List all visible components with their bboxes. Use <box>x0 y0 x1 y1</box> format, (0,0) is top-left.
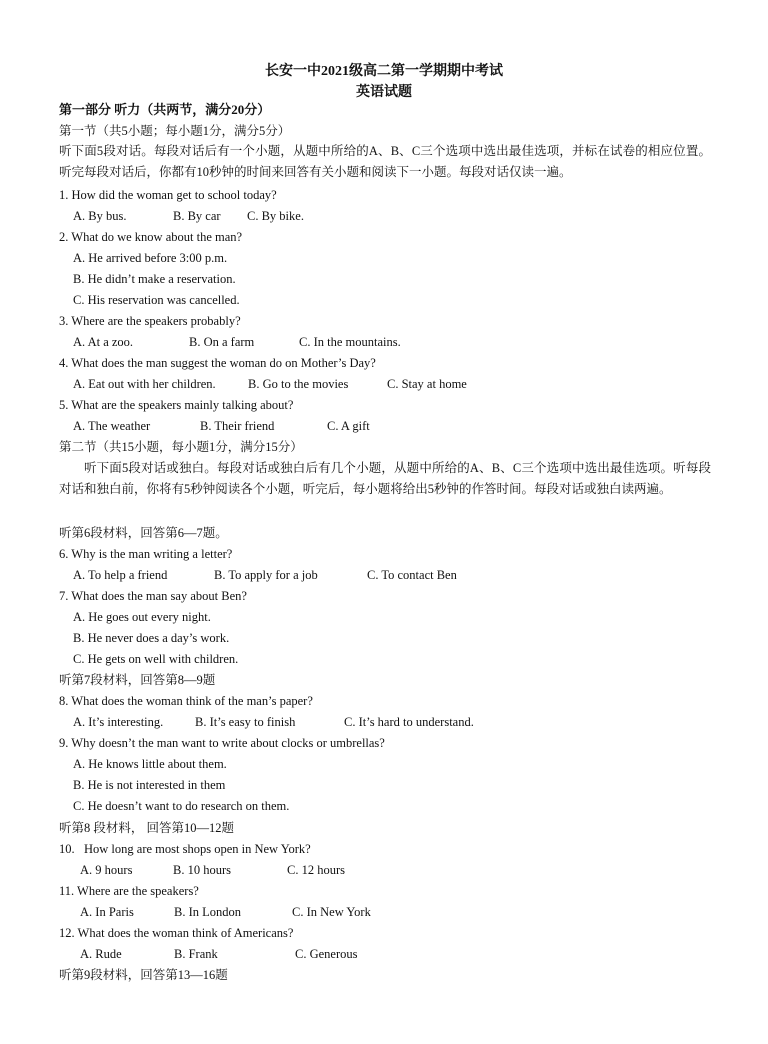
section2-instructions: 听下面5段对话或独白。每段对话或独白后有几个小题，从题中所给的A、B、C三个选项中选出最佳选项。听每段对话和独白前，你将有5秒钟阅读各个小题，听完后，每小题将给出5秒钟的作答时间。每段对话或独白读两遍。 <box>59 461 711 496</box>
q12-option-b: B. Frank <box>174 947 218 961</box>
q5-option-c: C. A gift <box>327 419 370 433</box>
q3-option-c: C. In the mountains. <box>299 335 401 349</box>
exam-title: 长安一中2021级高二第一学期期中考试 <box>265 64 503 79</box>
q6-stem: 6. Why is the man writing a letter? <box>59 547 233 561</box>
q7-option-c: C. He gets on well with children. <box>73 652 239 666</box>
q8-options <box>73 713 474 731</box>
q6-option-a: A. To help a friend <box>73 568 168 582</box>
q9-option-b: B. He is not interested in them <box>73 778 226 792</box>
material-9-note: 听第9段材料，回答第13—16题 <box>59 968 228 982</box>
q9-option-a: A. He knows little about them. <box>73 757 227 771</box>
q12-options <box>80 945 358 963</box>
q8-option-c: C. It’s hard to understand. <box>344 715 474 729</box>
material-7-note: 听第7段材料，回答第8—9题 <box>59 673 216 687</box>
q3-option-b: B. On a farm <box>189 335 255 349</box>
q2-option-a: A. He arrived before 3:00 p.m. <box>73 251 228 265</box>
q7-option-a: A. He goes out every night. <box>73 610 211 624</box>
q11-option-c: C. In New York <box>292 905 371 919</box>
section1-heading: 第一节（共5小题；每小题1分，满分5分） <box>59 124 291 138</box>
q9-option-c: C. He doesn’t want to do research on them. <box>73 799 290 813</box>
q10-stem: 10. How long are most shops open in New York? <box>59 842 311 856</box>
q1-option-b: B. By car <box>173 209 221 223</box>
q11-options <box>80 903 371 921</box>
q8-stem: 8. What does the woman think of the man’s paper? <box>59 694 313 708</box>
q7-stem: 7. What does the man say about Ben? <box>59 589 247 603</box>
q5-options <box>73 417 370 435</box>
q6-options <box>73 566 457 584</box>
q10-option-b: B. 10 hours <box>173 863 231 877</box>
q3-stem: 3. Where are the speakers probably? <box>59 314 241 328</box>
q12-stem: 12. What does the woman think of Americans? <box>59 926 294 940</box>
q9-stem: 9. Why doesn’t the man want to write about clocks or umbrellas? <box>59 736 385 750</box>
q3-options <box>73 333 401 351</box>
q11-stem: 11. Where are the speakers? <box>59 884 199 898</box>
part1-heading: 第一部分 听力（共两节，满分20分） <box>59 102 271 117</box>
q4-stem: 4. What does the man suggest the woman do on Mother’s Day? <box>59 356 376 370</box>
q5-stem: 5. What are the speakers mainly talking about? <box>59 398 294 412</box>
q1-stem: 1. How did the woman get to school today? <box>59 188 277 202</box>
q4-option-b: B. Go to the movies <box>248 377 349 391</box>
q6-option-b: B. To apply for a job <box>214 568 318 582</box>
q4-option-c: C. Stay at home <box>387 377 467 391</box>
q2-option-b: B. He didn’t make a reservation. <box>73 272 236 286</box>
q4-options <box>73 375 467 393</box>
q1-options <box>73 207 304 225</box>
q11-option-a: A. In Paris <box>80 905 134 919</box>
q10-option-c: C. 12 hours <box>287 863 345 877</box>
q12-option-c: C. Generous <box>295 947 358 961</box>
q6-option-c: C. To contact Ben <box>367 568 457 582</box>
q10-options <box>80 861 345 879</box>
section1-instructions: 听下面5段对话。每段对话后有一个小题，从题中所给的A、B、C三个选项中选出最佳选项，并标在试卷的相应位置。听完每段对话后，你都有10秒钟的时间来回答有关小题和阅读下一小题。每段对话仅读一遍。 <box>59 144 711 179</box>
material-6-note: 听第6段材料，回答第6—7题。 <box>59 526 228 540</box>
q12-option-a: A. Rude <box>80 947 122 961</box>
q4-option-a: A. Eat out with her children. <box>73 377 216 391</box>
material-8-note: 听第8 段材料， 回答第10—12题 <box>59 821 235 835</box>
q5-option-a: A. The weather <box>73 419 151 433</box>
q7-option-b: B. He never does a day’s work. <box>73 631 230 645</box>
q10-option-a: A. 9 hours <box>80 863 133 877</box>
q3-option-a: A. At a zoo. <box>73 335 134 349</box>
q8-option-a: A. It’s interesting. <box>73 715 164 729</box>
exam-subtitle: 英语试题 <box>356 85 412 100</box>
q2-option-c: C. His reservation was cancelled. <box>73 293 240 307</box>
q11-option-b: B. In London <box>174 905 242 919</box>
q5-option-b: B. Their friend <box>200 419 275 433</box>
q8-option-b: B. It’s easy to finish <box>195 715 296 729</box>
q1-option-c: C. By bike. <box>247 209 304 223</box>
section2-heading: 第二节（共15小题，每小题1分，满分15分） <box>59 440 303 454</box>
q2-stem: 2. What do we know about the man? <box>59 230 243 244</box>
q1-option-a: A. By bus. <box>73 209 127 223</box>
